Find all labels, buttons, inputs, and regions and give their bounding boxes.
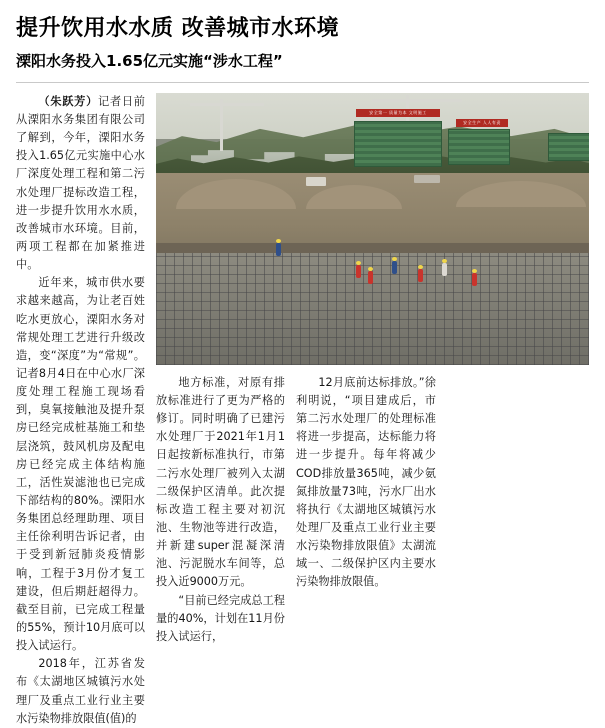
paragraph: 2018年，江苏省发布《太湖地区城镇污水处理厂及重点工业行业主要水污染物排放限值(值)的 (16, 657, 145, 725)
photo-and-columns (156, 93, 589, 646)
worker (442, 263, 447, 276)
worker (418, 269, 423, 282)
paragraph: 12月底前达标排放。”徐利明说，“项目建成后，市第二污水处理厂的处理标准将进一步提高，达标能力将进一步提升。每年将减少COD排放量365吨，减少氨氮排放量73吨，污水厂出水将执行《太湖地区城镇污水处理厂及重点工业行业主要水污染物排放限值》太湖流域一、二级保护区内主要水污染物排放限值。 (296, 375, 436, 589)
paragraph: 近年来，城市供水要求越来越高，为让老百姓吃水更放心，溧阳水务对常规处理工艺进行升级改造，变“深度”为“常规”。记者8月4日在中心水厂深度处理工程施工现场看到，臭氧接触池及提升泵房已经完成桩基施工和垫层浇筑，鼓风机房及配电房已经完成主体结构施工，活性炭滤池也已完成下部结构的80%。溧阳水务集团总经理助理、项目主任徐利明告诉记者，由于受到新冠肺炎疫情影响，工程于3月份才复工建设，但后期赶超得力。截至目前，已完成工程量的55%，预计10月底可以投入试运行。 (16, 276, 145, 653)
site-banner: 安全生产 人人有责 (456, 119, 508, 127)
article-column-3 (296, 374, 436, 646)
byline: （朱跃芳） (38, 94, 99, 108)
paragraph: 地方标准，对原有排放标准进行了更为严格的修订。同时明确了已建污水处理厂于2021年1月1日起按新标准执行，市第二污水处理厂被列入太湖二级保护区清单。此次提标改造工程主要对初沉池、生物池等进行改造，并新建super混凝深清池、污泥脱水车间等，总投入近9000万元。 (156, 375, 285, 589)
lower-columns (156, 374, 589, 646)
scaffold-safety-net (548, 133, 589, 161)
paragraph-text: 记者日前从溧阳水务集团有限公司了解到，今年，溧阳水务投入1.65亿元实施中心水厂深度处理工程和第二污水处理厂提标改造工程，进一步提升饮用水水质，改善城市水环境。目前，两项工程都在加紧推进中。 (16, 94, 145, 272)
article-column-2 (156, 374, 285, 646)
crane-jib (372, 99, 462, 102)
worker (276, 243, 281, 256)
worker (368, 271, 373, 284)
site-banner: 安全第一 质量为本 文明施工 (356, 109, 440, 117)
crane-mast (220, 99, 223, 151)
crane-jib (190, 103, 264, 106)
page-subtitle: 溧阳水务投入1.65亿元实施“涉水工程” (16, 52, 283, 71)
truck (414, 175, 440, 183)
article-body (16, 93, 589, 728)
scaffold-safety-net (448, 129, 510, 165)
scaffold-safety-net (354, 121, 442, 167)
excavator (306, 177, 326, 186)
divider (16, 82, 589, 83)
worker (392, 261, 397, 274)
article-column-1 (16, 93, 145, 728)
construction-site-photo (156, 93, 589, 365)
page-title: 提升饮用水水质 改善城市水环境 (16, 16, 340, 41)
paragraph (16, 93, 145, 274)
paragraph: “目前已经完成总工程量的40%，计划在11月份投入试运行， (156, 593, 285, 643)
worker (472, 273, 477, 286)
worker (356, 265, 361, 278)
